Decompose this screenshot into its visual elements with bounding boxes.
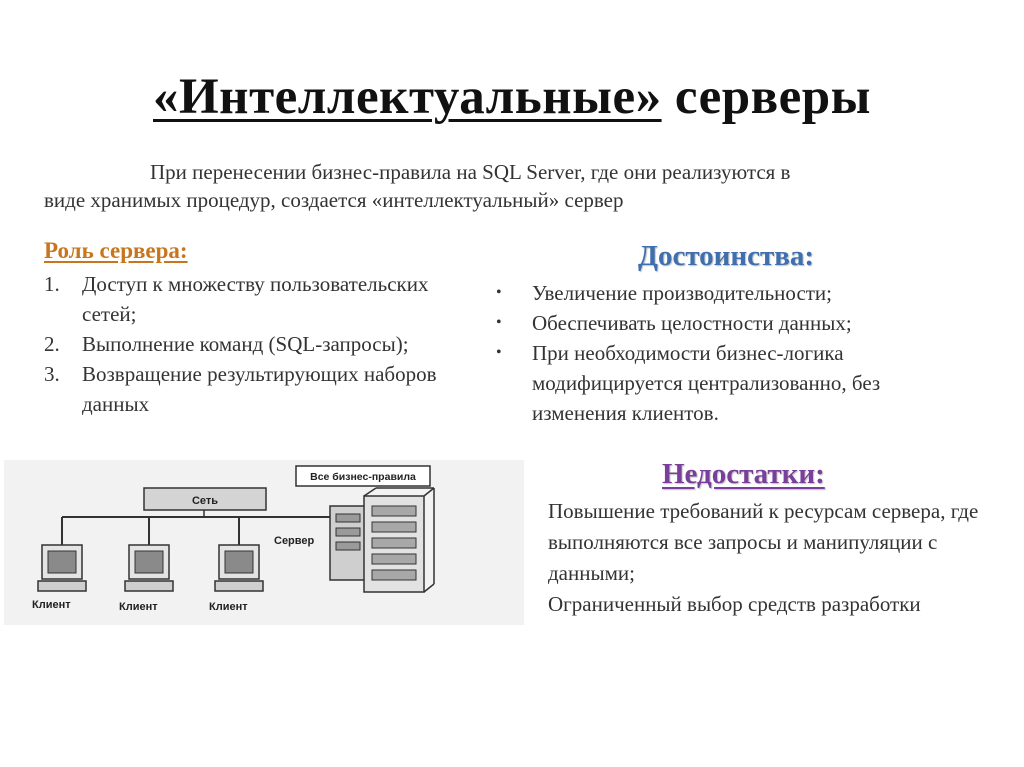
role-item-text: Возвращение результирующих наборов данных bbox=[82, 362, 437, 416]
client-label: Клиент bbox=[209, 601, 248, 613]
client-computer-icon bbox=[38, 545, 86, 591]
bullet-icon: • bbox=[496, 314, 502, 331]
advantages-list bbox=[496, 278, 976, 428]
role-heading: Роль сервера: bbox=[44, 238, 188, 263]
role-item-number: 1. bbox=[44, 272, 60, 296]
disadvantage-text: Повышение требований к ресурсам сервера, где выполняются все запросы и манипуляции с данными; bbox=[548, 499, 979, 585]
disadvantage-item bbox=[512, 496, 1012, 589]
advantage-text: Обеспечивать целостности данных; bbox=[532, 311, 852, 335]
disadvantages-list bbox=[512, 496, 1012, 620]
disadvantage-item bbox=[512, 589, 1012, 620]
rules-box bbox=[296, 466, 430, 486]
server-label: Сервер bbox=[274, 535, 315, 547]
title-word: серверы bbox=[674, 69, 871, 125]
client-label: Клиент bbox=[32, 599, 71, 611]
title-quoted-word: «Интеллектуальные» bbox=[153, 69, 662, 125]
disadvantage-text: Ограниченный выбор средств разработки bbox=[548, 592, 921, 616]
intro-paragraph bbox=[44, 158, 984, 214]
advantage-text: При необходимости бизнес-логика модифицируется централизованно, без изменения клиентов. bbox=[532, 341, 881, 425]
rules-label: Все бизнес-правила bbox=[310, 471, 416, 483]
role-item-number: 2. bbox=[44, 332, 60, 356]
bullet-icon: • bbox=[496, 284, 502, 301]
role-item bbox=[44, 269, 464, 329]
advantage-text: Увеличение производительности; bbox=[532, 281, 833, 305]
advantage-item bbox=[496, 308, 976, 338]
slide-title bbox=[0, 68, 1024, 126]
disadvantages-heading: Недостатки: bbox=[662, 458, 825, 490]
client-server-diagram bbox=[4, 460, 524, 625]
role-item-number: 3. bbox=[44, 362, 60, 386]
role-item-text: Выполнение команд (SQL-запросы); bbox=[82, 332, 409, 356]
role-list bbox=[44, 269, 464, 419]
role-item-text: Доступ к множеству пользовательских сетей; bbox=[82, 272, 429, 326]
bullet-icon: • bbox=[496, 344, 502, 361]
role-item bbox=[44, 329, 464, 359]
intro-line-1: При перенесении бизнес-правила на SQL Server, где они реализуются в bbox=[150, 160, 791, 184]
network-label: Сеть bbox=[191, 495, 219, 507]
client-label: Клиент bbox=[119, 601, 158, 613]
advantage-item bbox=[496, 278, 976, 308]
client-computer-icon bbox=[215, 545, 263, 591]
advantages-heading: Достоинства: bbox=[638, 240, 815, 272]
advantage-item bbox=[496, 338, 976, 428]
intro-line-2: виде хранимых процедур, создается «интеллектуальный» сервер bbox=[44, 188, 624, 212]
role-item bbox=[44, 359, 464, 419]
client-computer-icon bbox=[125, 545, 173, 591]
